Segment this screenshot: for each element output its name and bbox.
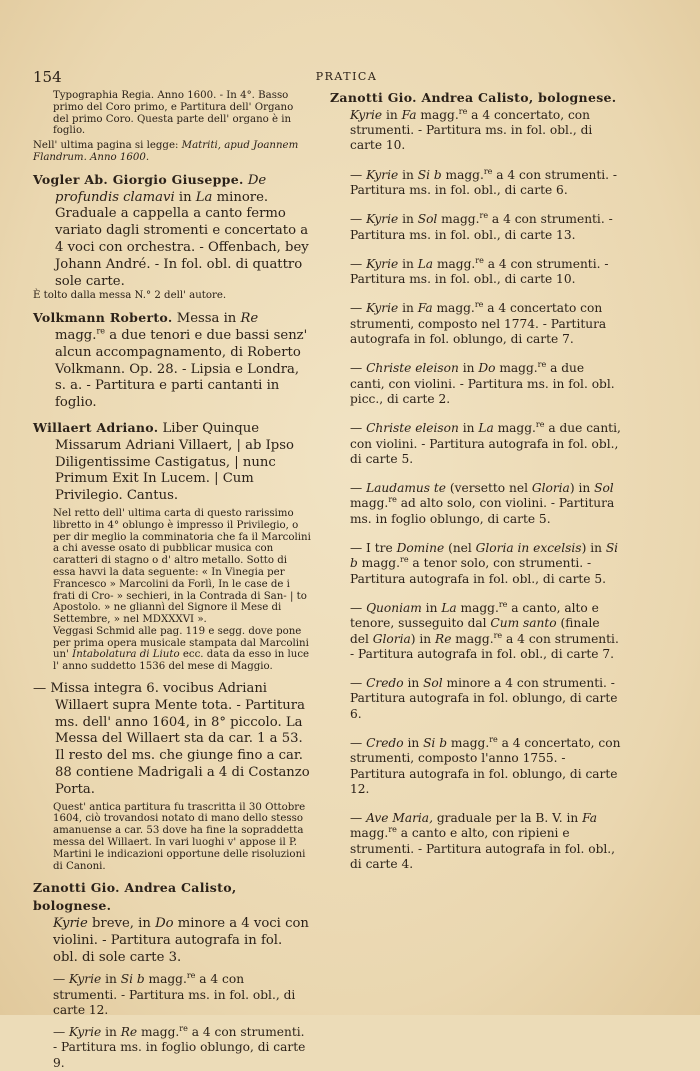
entry-willaert: Willaert Adriano. Liber Quinque Missarum Adriani Villaert, | ab Ipso Diligentissime Castigatus, | nunc Primum Exit In Lucem. | Cum Privilegio. Cantus. [33,419,294,504]
entry-zanotti: Zanotti Gio. Andrea Calisto, bolognese. [33,880,237,914]
page-header [33,68,660,86]
paragraph: Nell' ultima pagina si legge: Matriti, apud Joannem Flandrum. Anno 1600. [33,140,299,163]
note: Quest' antica partitura fu trascritta il 30 Ottobre 1604, ciò trovandosi notato di mano dello stesso amanuense a car. 53 dove ha fine la sopraddetta messa del Willaert. In vari luoghi v' appose il P. Martini le indicazioni opportune delle risoluzioni di Canoni. [53,801,306,872]
page-number: 154 [33,68,62,86]
note: Nel retto dell' ultima carta di questo rarissimo libretto in 4° oblungo è impresso il Privilegio, o per dir meglio la comminatoria che fa il Marcolini a chi avesse osato di pubblicar musica con caratteri di stagno o d' altro metallo. Sotto di essa havvi la data seguente: « In Vinegia per Francesco » Marcolini da Forlì, In le case de i frati di Cro- » sechieri, in la Contrada di San- | to Apostolo. » ne gliannì del Signore il Mese di Settembre, » nel MDXXXVI ». [53,507,311,626]
entry: — Kyrie in Fa magg.$^{re}$ a 4 concertato con strumenti, composto nel 1774. - Partitura autografa in fol. oblungo, di carte 7. [350,300,607,347]
entry: — Kyrie in Si b magg.$^{re}$ a 4 con strumenti. - Partitura ms. in fol. obl., di carte 12. [53,971,296,1018]
entry: — Christe eleison in La magg.$^{re}$ a due canti, con violini. - Partitura autografa in fol. obl., di carte 5. [350,420,621,466]
entry: — Laudamus te (versetto nel Gloria) in Sol magg.$^{re}$ ad alto solo, con violini. - Partitura ms. in foglio oblungo, di carte 5. [350,481,615,526]
entry: — Credo in Sol minore a 4 con strumenti. - Partitura autografa in fol. oblungo, di carte 6. [350,676,618,721]
note: È tolto dalla messa N.° 2 dell' autore. [33,290,227,302]
entry: — Quoniam in La magg.$^{re}$ a canto, alto e tenore, susseguito dal Cum santo (finale del Gloria) in Re magg.$^{re}$ a 4 con strumenti. - Partitura autografa in fol. obl., di carte 7. [350,599,619,661]
entry: Kyrie breve, in Do minore a 4 voci con violini. - Partitura autografa in fol. obl. di sole carte 3. [53,916,309,965]
entry-vogler: Vogler Ab. Giorgio Giuseppe. De profundis clamavi in La minore. Graduale a cappella a canto fermo variato dagli stromenti e concertato a 4 voci con orchestra. - Offenbach, bey Johann André. - In fol. obl. di quattro sole carte. [33,171,309,289]
entry: — Credo in Si b magg.$^{re}$ a 4 concertato, con strumenti, composto l'anno 1755. - Partitura autografa in fol. oblungo, di carte 12. [350,734,621,796]
entry-zanotti-head: Zanotti Gio. Andrea Calisto, bolognese. [330,90,617,105]
entry: — Kyrie in La magg.$^{re}$ a 4 con strumenti. - Partitura ms. in fol. obl., di carte 10. [350,255,609,287]
right-column [330,90,622,872]
entry: — Ave Maria, graduale per la B. V. in Fa magg.$^{re}$ a canto e alto, con ripieni e strumenti. - Partitura autografa in fol. obl., di carte 4. [350,811,616,872]
entry-missa: — Missa integra 6. vocibus Adriani Willaert supra Mente tota. - Partitura ms. dell' anno 1604, in 8° piccolo. La Messa del Willaert sta da car. 1 a 53. Il resto del ms. che giunge fino a car. 88 contiene Madrigali a 4 di Costanzo Porta. [33,681,310,797]
entry: — Christe eleison in Do magg.$^{re}$ a due canti, con violini. - Partitura ms. in fol. obl. picc., di carte 2. [350,360,615,406]
entry: Kyrie in Fa magg.$^{re}$ a 4 concertato, con strumenti. - Partitura ms. in fol. obl., di carte 10. [350,106,593,153]
entry: — I tre Domine (nel Gloria in excelsis) in Si b magg.$^{re}$ a tenor solo, con strumenti. - Partitura autografa in fol. obl., di carte 5. [350,541,619,586]
running-title: PRATICA [315,70,378,83]
entry: — Kyrie in Si b magg.$^{re}$ a 4 con strumenti. - Partitura ms. in fol. obl., di carte 6. [350,166,618,197]
entry: — Kyrie in Re magg.$^{re}$ a 4 con strumenti. - Partitura ms. in foglio oblungo, di carte 9. [53,1023,306,1070]
entry-volkmann: Volkmann Roberto. Messa in Re magg.$^{re}$ a due tenori e due bassi senz' alcun accompagnamento, di Roberto Volkmann. Op. 28. - Lipsia e Londra, s. a. - Partitura e parti cantanti in foglio. [33,310,308,411]
left-column [33,90,311,1071]
paragraph: Typographia Regia. Anno 1600. - In 4°. Basso primo del Coro primo, e Partitura dell' Organo del primo Coro. Questa parte dell' organo è in foglio. [53,90,294,137]
note: Veggasi Schmid alle pag. 119 e segg. dove pone per prima opera musicale stampata dal Marcolini un' Intabolatura di Liuto ecc. data da esso in luce l' anno suddetto 1536 del mese di Maggio. [53,625,310,673]
entry: — Kyrie in Sol magg.$^{re}$ a 4 con strumenti. - Partitura ms. in fol. obl., di carte 13. [350,211,613,242]
